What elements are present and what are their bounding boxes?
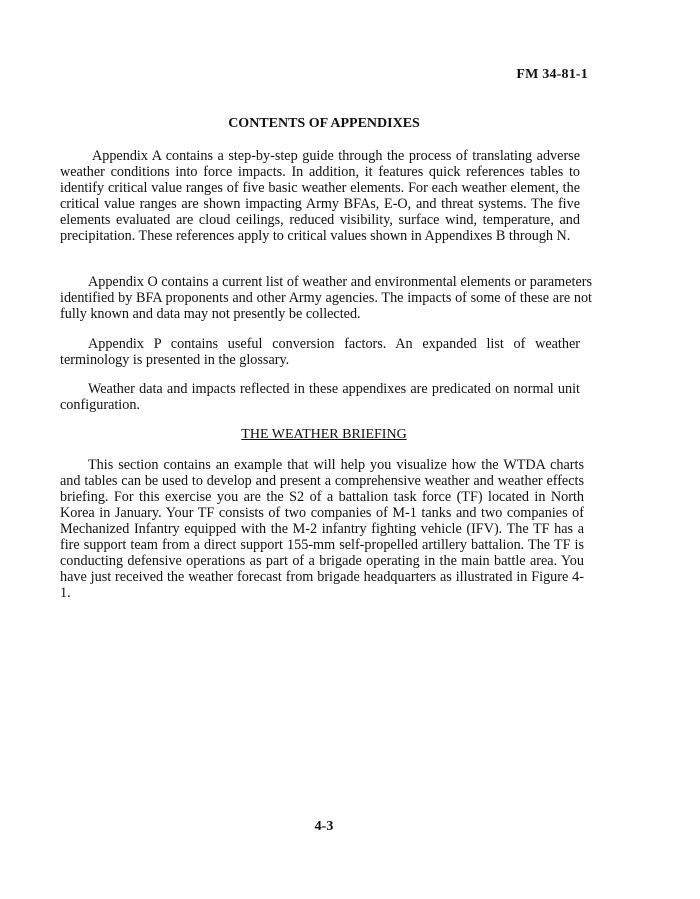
paragraph-appendix-a: Appendix A contains a step-by-step guide through the process of translating adverse weather conditions into force impacts. In addition, it features quick references tables to identify critical value ranges of five basic weather elements. For each weather element, the critical value ranges are shown impacting Army BFAs, E-O, and threat systems. The five elements evaluated are cloud ceilings, reduced visibility, surface wind, temperature, and precipitation. These references apply to critical values shown in Appendixes B through N. (60, 148, 580, 244)
document-id: FM 34-81-1 (516, 67, 588, 82)
paragraph-appendix-o: Appendix O contains a current list of weather and environmental elements or parameters identified by BFA proponents and other Army agencies. The impacts of some of these are not fully known and data may not presently be collected. (60, 274, 592, 322)
paragraph-appendix-p: Appendix P contains useful conversion factors. An expanded list of weather terminology is presented in the glossary. (60, 336, 580, 368)
briefing-heading: THE WEATHER BRIEFING (241, 427, 407, 442)
page-number: 4-3 (314, 819, 334, 834)
paragraph-briefing: This section contains an example that will help you visualize how the WTDA charts and tables can be used to develop and present a comprehensive weather and weather effects briefing. For this exercise you are the S2 of a battalion task force (TF) located in North Korea in January. Your TF consists of two companies of M-1 tanks and two companies of Mechanized Infantry equipped with the M-2 infantry fighting vehicle (IFV). The TF has a fire support team from a direct support 155-mm self-propelled artillery battalion. The TF is conducting defensive operations as part of a brigade operating in the main battle area. You have just received the weather forecast from brigade headquarters as illustrated in Figure 4-1. (60, 457, 584, 601)
contents-heading: CONTENTS OF APPENDIXES (228, 116, 420, 131)
paragraph-weather-data: Weather data and impacts reflected in these appendixes are predicated on normal unit configuration. (60, 381, 580, 413)
